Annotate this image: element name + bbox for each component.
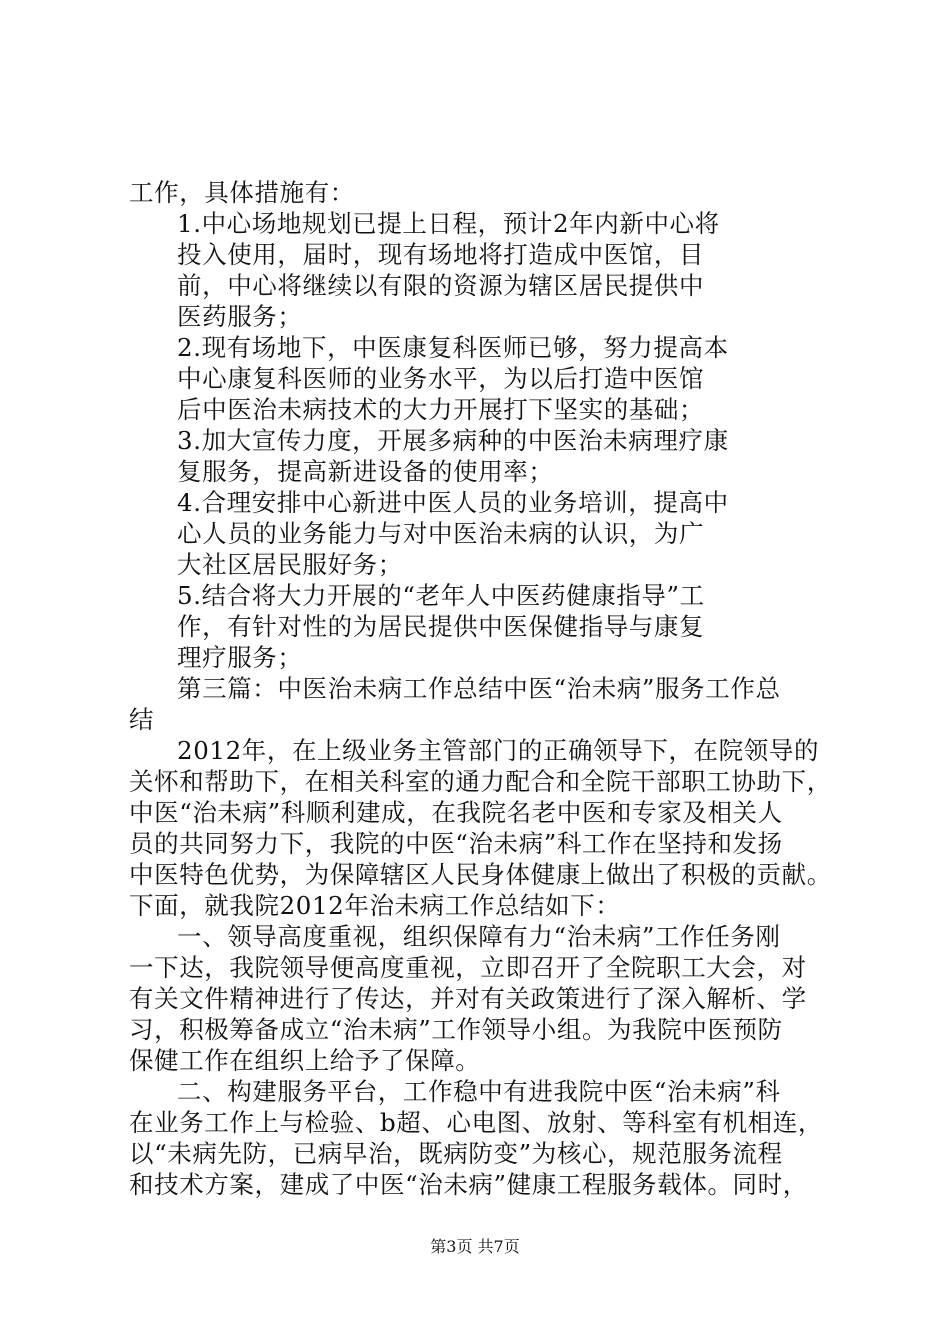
text-line: 4.合理安排中心新进中医人员的业务培训，提高中 [177, 488, 729, 517]
text-line: 1.中心场地规划已提上日程，预计2年内新中心将 [177, 209, 720, 238]
text-line: 心人员的业务能力与对中医治未病的认识，为广 [177, 519, 705, 548]
text-line: 习，积极筹备成立“治未病”工作领导小组。为我院中医预防 [129, 1015, 783, 1044]
text-line: 下面，就我院2012年治未病工作总结如下： [129, 891, 621, 920]
text-line: 以“未病先防，已病早治，既病防变”为核心，规范服务流程 [129, 1139, 783, 1168]
text-line: 前，中心将继续以有限的资源为辖区居民提供中 [177, 271, 705, 300]
page-footer: 第3页 共7页 [430, 1237, 520, 1256]
text-line: 和技术方案，建成了中医“治未病”健康工程服务载体。同时， [129, 1170, 808, 1199]
text-line: 2.现有场地下，中医康复科医师已够，努力提高本 [177, 333, 729, 362]
text-line: 大社区居民服好务； [177, 550, 403, 579]
section-heading: 第三篇：中医治未病工作总结中医“治未病”服务工作总 [177, 674, 781, 703]
text-line: 作，有针对性的为居民提供中医保健指导与康复 [177, 612, 705, 641]
text-line: 3.加大宣传力度，开展多病种的中医治未病理疗康 [177, 426, 729, 455]
section-heading-cont: 结 [129, 705, 155, 734]
text-line: 投入使用，届时，现有场地将打造成中医馆，目 [177, 240, 705, 269]
text-line: 中医“治未病”科顺利建成，在我院名老中医和专家及相关人 [129, 798, 783, 827]
text-line: 理疗服务； [177, 643, 303, 672]
text-line: 保健工作在组织上给予了保障。 [129, 1046, 481, 1075]
text-line: 中心康复科医师的业务水平，为以后打造中医馆 [177, 364, 705, 393]
text-line: 有关文件精神进行了传达，并对有关政策进行了深入解析、学 [129, 984, 807, 1013]
text-line: 在业务工作上与检验、b超、心电图、放射、等科室有机相连， [129, 1108, 823, 1137]
text-line: 员的共同努力下，我院的中医“治未病”科工作在坚持和发扬 [129, 829, 783, 858]
text-line: 复服务，提高新进设备的使用率； [177, 457, 554, 486]
text-line: 5.结合将大力开展的“老年人中医药健康指导”工 [177, 581, 705, 610]
text-line: 关怀和帮助下，在相关科室的通力配合和全院干部职工协助下， [129, 767, 832, 796]
text-line: 中医特色优势，为保障辖区人民身体健康上做出了积极的贡献。 [129, 860, 832, 889]
text-line: 工作，具体措施有： [129, 178, 355, 207]
text-line: 医药服务； [177, 302, 303, 331]
text-line: 二、构建服务平台，工作稳中有进我院中医“治未病”科 [177, 1077, 781, 1106]
text-line: 后中医治未病技术的大力开展打下坚实的基础； [177, 395, 705, 424]
text-line: 一下达，我院领导便高度重视，立即召开了全院职工大会，对 [129, 953, 807, 982]
text-line: 一、领导高度重视，组织保障有力“治未病”工作任务刚 [177, 922, 781, 951]
text-line: 2012年，在上级业务主管部门的正确领导下，在院领导的 [177, 736, 820, 765]
